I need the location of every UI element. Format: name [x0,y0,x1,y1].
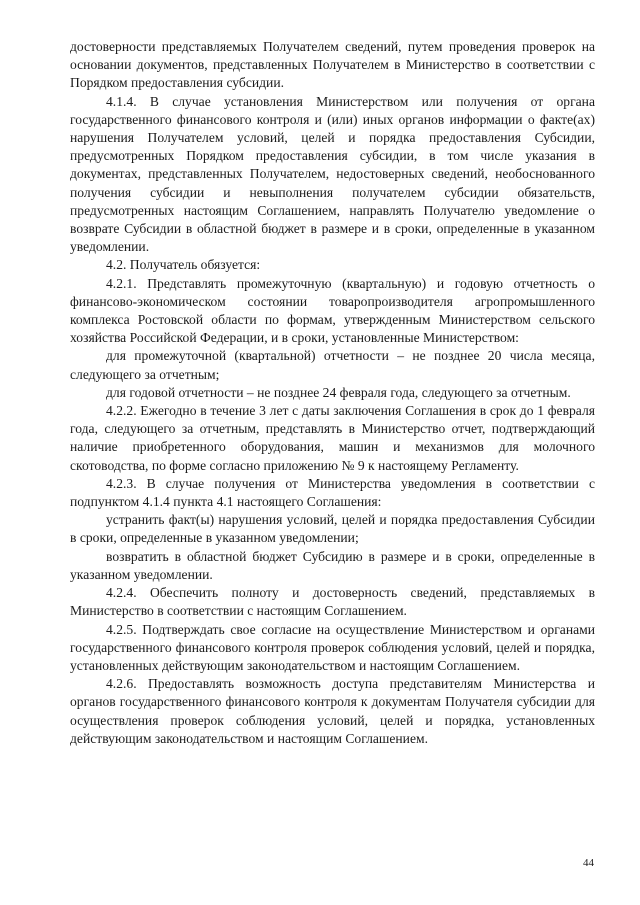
paragraph-4-1-4: 4.1.4. В случае установления Министерством или получения от органа государственного финансового контроля и (или) иных органов информации о факте(ах) нарушения Получателем условий, целей и порядка предоставления Субсидии, предусмотренных Порядком предоставления субсидии, в том числе указания в документах, представленных Получателем, недостоверных сведений, необоснованного получения субсидии и невыполнения получателем субсидии обязательств, предусмотренных настоящим Соглашением, направлять Получателю уведомление о возврате Субсидии в областной бюджет в размере и в сроки, определенные в указанном уведомлении. [70,93,595,255]
paragraph-quarterly-deadline: для промежуточной (квартальной) отчетности – не позднее 20 числа месяца, следующего за отчетным; [70,348,595,382]
paragraph-4-2-3: 4.2.3. В случае получения от Министерства уведомления в соответствии с подпунктом 4.1.4 пункта 4.1 настоящего Соглашения: [70,475,595,510]
paragraph-4-2-2: 4.2.2. Ежегодно в течение 3 лет с даты заключения Соглашения в срок до 1 февраля года, следующего за отчетным, представлять в Министерство отчет, подтверждающий наличие приобретенного оборудования, машин и механизмов для молочного скотоводства, по форме согласно приложению № 9 к настоящему Регламенту. [70,403,595,473]
paragraph-return-subsidy: возвратить в областной бюджет Субсидию в размере и в сроки, определенные в указанном уведомлении. [70,548,595,582]
paragraph-eliminate-violations: устранить факт(ы) нарушения условий, целей и порядка предоставления Субсидии в сроки, определенные в указанном уведомлении; [70,512,595,546]
paragraph-annual-deadline: для годовой отчетности – не позднее 24 февраля года, следующего за отчетным. [106,384,571,400]
document-body [70,38,595,748]
paragraph-4-2-4: 4.2.4. Обеспечить полноту и достоверность сведений, представляемых в Министерство в соответствии с настоящим Соглашением. [70,585,595,619]
paragraph-4-2: 4.2. Получатель обязуется: [106,257,261,273]
paragraph-4-2-1: 4.2.1. Представлять промежуточную (квартальную) и годовую отчетность о финансово-экономическом состоянии товаропроизводителя агропромышленного комплекса Ростовской области по формам, утвержденным Министерством сельского хозяйства Российской Федерации, и в сроки, установленные Министерством: [70,275,595,346]
paragraph-continuation: достоверности представляемых Получателем сведений, путем проведения проверок на основании документов, представленных Получателем в Министерство в соответствии с Порядком предоставления субсидии. [70,39,595,91]
paragraph-4-2-5: 4.2.5. Подтверждать свое согласие на осуществление Министерством и органами государственного финансового контроля проверок соблюдения условий, целей и порядка, установленных действующим законодательством и настоящим Соглашением. [70,621,595,673]
paragraph-4-2-6: 4.2.6. Предоставлять возможность доступа представителям Министерства и органов государственного финансового контроля к документам Получателя субсидии для осуществления проверок соблюдения условий, целей и порядка, установленных действующим законодательством и настоящим Соглашением. [70,676,595,746]
page-number: 44 [583,857,594,869]
